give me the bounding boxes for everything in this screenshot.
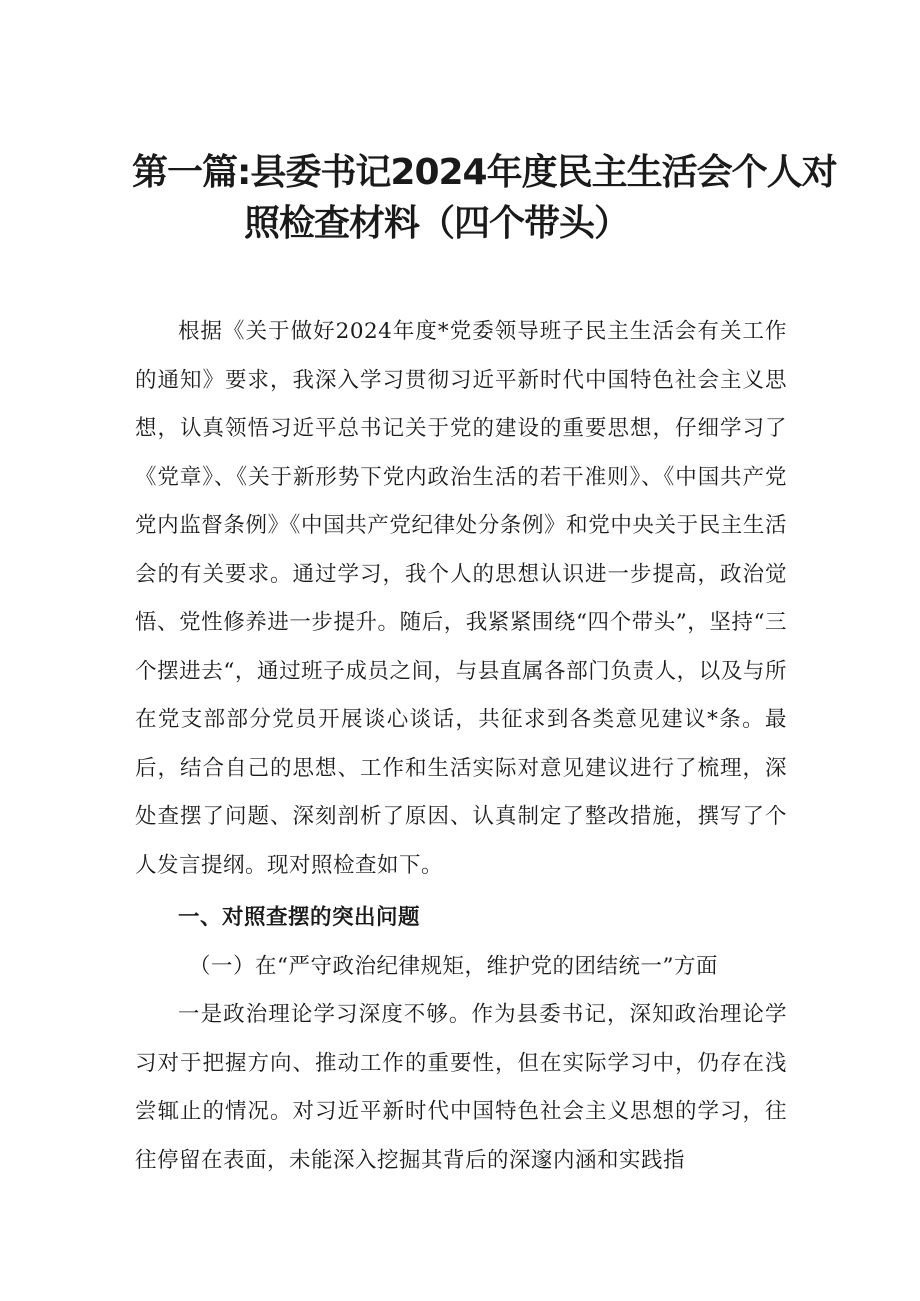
section-heading-1: 一、对照查摆的突出问题 (178, 905, 421, 930)
body-paragraph-2: 一是政治理论学习深度不够。作为县委书记，深知政治理论学习对于把握方向、推动工作的重要性，但在实际学习中，仍存在浅尝辄止的情况。对习近平新时代中国特色社会主义思想的学习，往往停留在表面，未能深入挖掘其背后的深邃内涵和实践指 (135, 1002, 787, 1173)
intro-paragraph: 根据《关于做好2024年度*党委领导班子民主生活会有关工作的通知》要求，我深入学习贯彻习近平新时代中国特色社会主义思想，认真领悟习近平总书记关于党的建设的重要思想，仔细学习了《党章》、《关于新形势下党内政治生活的若干准则》、《中国共产党党内监督条例》《中国共产党纪律处分条例》和党中央关于民主生活会的有关要求。通过学习，我个人的思想认识进一步提高，政治觉悟、党性修养进一步提升。随后，我紧紧围绕“四个带头”，坚持“三个摆进去“，通过班子成员之间，与县直属各部门负责人，以及与所在党支部部分党员开展谈心谈话，共征求到各类意见建议*条。最后，结合自己的思想、工作和生活实际对意见建议进行了梳理，深处查摆了问题、深刻剖析了原因、认真制定了整改措施，撰写了个人发言提纲。现对照检查如下。 (135, 319, 787, 878)
document-body (135, 308, 787, 1185)
subsection-heading-1: （一）在“严守政治纪律规矩，维护党的团结统一”方面 (189, 953, 718, 979)
title-line-1: 第一篇:县委书记2024年度民主生活会个人对 (132, 152, 837, 193)
document-title (100, 150, 837, 247)
title-line-2: 照检查材料（四个带头） (244, 203, 630, 244)
